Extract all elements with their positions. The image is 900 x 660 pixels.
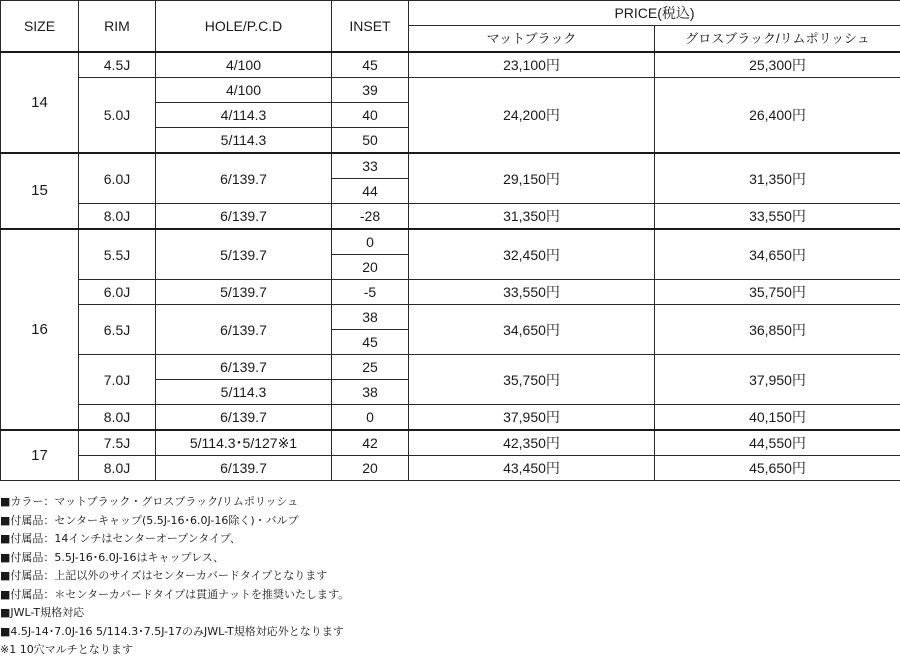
inset-cell: 40 [332, 103, 409, 128]
note-accessories-covered: ■付属品：上記以外のサイズはセンターカバードタイプとなります [0, 567, 900, 586]
inset-cell: -28 [332, 204, 409, 230]
price-gloss-cell: 26,400円 [655, 78, 900, 154]
pcd-cell: 6/139.7 [156, 305, 332, 355]
spec-notes [0, 493, 900, 660]
table-row [1, 405, 900, 431]
pcd-cell: 5/114.3 [156, 380, 332, 405]
inset-cell: 38 [332, 380, 409, 405]
inset-cell: 38 [332, 305, 409, 330]
note-accessories-capless: ■付属品：5.5J-16･6.0J-16はキャップレス、 [0, 549, 900, 568]
rim-cell: 8.0J [79, 405, 156, 431]
inset-cell: 45 [332, 52, 409, 78]
table-row [1, 430, 900, 456]
pcd-cell: 6/139.7 [156, 153, 332, 204]
price-gloss-cell: 35,750円 [655, 280, 900, 305]
note-color: ■カラー：マットブラック・グロスブラック/リムポリッシュ [0, 493, 900, 512]
price-gloss-cell: 44,550円 [655, 430, 900, 456]
size-cell-16: 16 [1, 229, 79, 430]
price-gloss-cell: 40,150円 [655, 405, 900, 431]
table-row [1, 355, 900, 380]
header-rim: RIM [79, 1, 156, 53]
inset-cell: 0 [332, 229, 409, 255]
inset-cell: 25 [332, 355, 409, 380]
price-matte-cell: 23,100円 [409, 52, 655, 78]
price-matte-cell: 37,950円 [409, 405, 655, 431]
pcd-cell: 6/139.7 [156, 355, 332, 380]
header-hole-pcd: HOLE/P.C.D [156, 1, 332, 53]
price-gloss-cell: 45,650円 [655, 456, 900, 481]
pcd-cell: 4/100 [156, 52, 332, 78]
pcd-cell: 6/139.7 [156, 405, 332, 431]
table-row [1, 78, 900, 103]
price-gloss-cell: 33,550円 [655, 204, 900, 230]
price-matte-cell: 24,200円 [409, 78, 655, 154]
price-gloss-cell: 37,950円 [655, 355, 900, 405]
pcd-cell: 4/100 [156, 78, 332, 103]
price-matte-cell: 34,650円 [409, 305, 655, 355]
rim-cell: 7.5J [79, 430, 156, 456]
size-cell-14: 14 [1, 52, 79, 153]
note-accessories: ■付属品：センターキャップ(5.5J-16･6.0J-16除く)・バルブ [0, 512, 900, 531]
header-size: SIZE [1, 1, 79, 53]
table-row [1, 280, 900, 305]
price-matte-cell: 33,550円 [409, 280, 655, 305]
pcd-cell: 5/114.3 [156, 128, 332, 154]
inset-cell: 20 [332, 255, 409, 280]
inset-cell: 0 [332, 405, 409, 431]
rim-cell: 5.5J [79, 229, 156, 280]
rim-cell: 6.0J [79, 153, 156, 204]
price-gloss-cell: 34,650円 [655, 229, 900, 280]
inset-cell: 42 [332, 430, 409, 456]
rim-cell: 4.5J [79, 52, 156, 78]
pcd-cell: 5/114.3･5/127※1 [156, 430, 332, 456]
price-matte-cell: 42,350円 [409, 430, 655, 456]
note-jwl-t: ■JWL-T規格対応 [0, 604, 900, 623]
table-row [1, 52, 900, 78]
pcd-cell: 6/139.7 [156, 456, 332, 481]
header-gloss-black: グロスブラック/リムポリッシュ [655, 26, 900, 52]
price-gloss-cell: 36,850円 [655, 305, 900, 355]
price-gloss-cell: 31,350円 [655, 153, 900, 204]
rim-cell: 5.0J [79, 78, 156, 154]
pcd-cell: 4/114.3 [156, 103, 332, 128]
inset-cell: 45 [332, 330, 409, 355]
inset-cell: 20 [332, 456, 409, 481]
rim-cell: 6.0J [79, 280, 156, 305]
price-matte-cell: 35,750円 [409, 355, 655, 405]
price-matte-cell: 32,450円 [409, 229, 655, 280]
price-matte-cell: 43,450円 [409, 456, 655, 481]
inset-cell: 39 [332, 78, 409, 103]
pcd-cell: 6/139.7 [156, 204, 332, 230]
price-gloss-cell: 25,300円 [655, 52, 900, 78]
inset-cell: -5 [332, 280, 409, 305]
note-footnote-1: ※1 10穴マルチとなります [0, 641, 900, 660]
price-matte-cell: 29,150円 [409, 153, 655, 204]
table-row [1, 456, 900, 481]
pcd-cell: 5/139.7 [156, 229, 332, 280]
header-matte-black: マットブラック [409, 26, 655, 52]
rim-cell: 6.5J [79, 305, 156, 355]
note-accessories-14: ■付属品：14インチはセンターオープンタイプ、 [0, 530, 900, 549]
rim-cell: 8.0J [79, 204, 156, 230]
table-row [1, 229, 900, 255]
inset-cell: 44 [332, 179, 409, 204]
table-row [1, 204, 900, 230]
price-matte-cell: 31,350円 [409, 204, 655, 230]
rim-cell: 7.0J [79, 355, 156, 405]
note-accessories-nut: ■付属品：＊センターカバードタイプは貫通ナットを推奨いたします。 [0, 586, 900, 605]
header-price: PRICE(税込) [409, 1, 900, 26]
header-row [1, 1, 900, 26]
table-row [1, 305, 900, 330]
inset-cell: 50 [332, 128, 409, 154]
header-inset: INSET [332, 1, 409, 53]
size-cell-17: 17 [1, 430, 79, 481]
size-cell-15: 15 [1, 153, 79, 229]
pcd-cell: 5/139.7 [156, 280, 332, 305]
rim-cell: 8.0J [79, 456, 156, 481]
inset-cell: 33 [332, 153, 409, 179]
note-jwl-t-exceptions: ■4.5J-14･7.0J-16 5/114.3･7.5J-17のみJWL-T規格対応外となります [0, 623, 900, 642]
table-row [1, 153, 900, 179]
